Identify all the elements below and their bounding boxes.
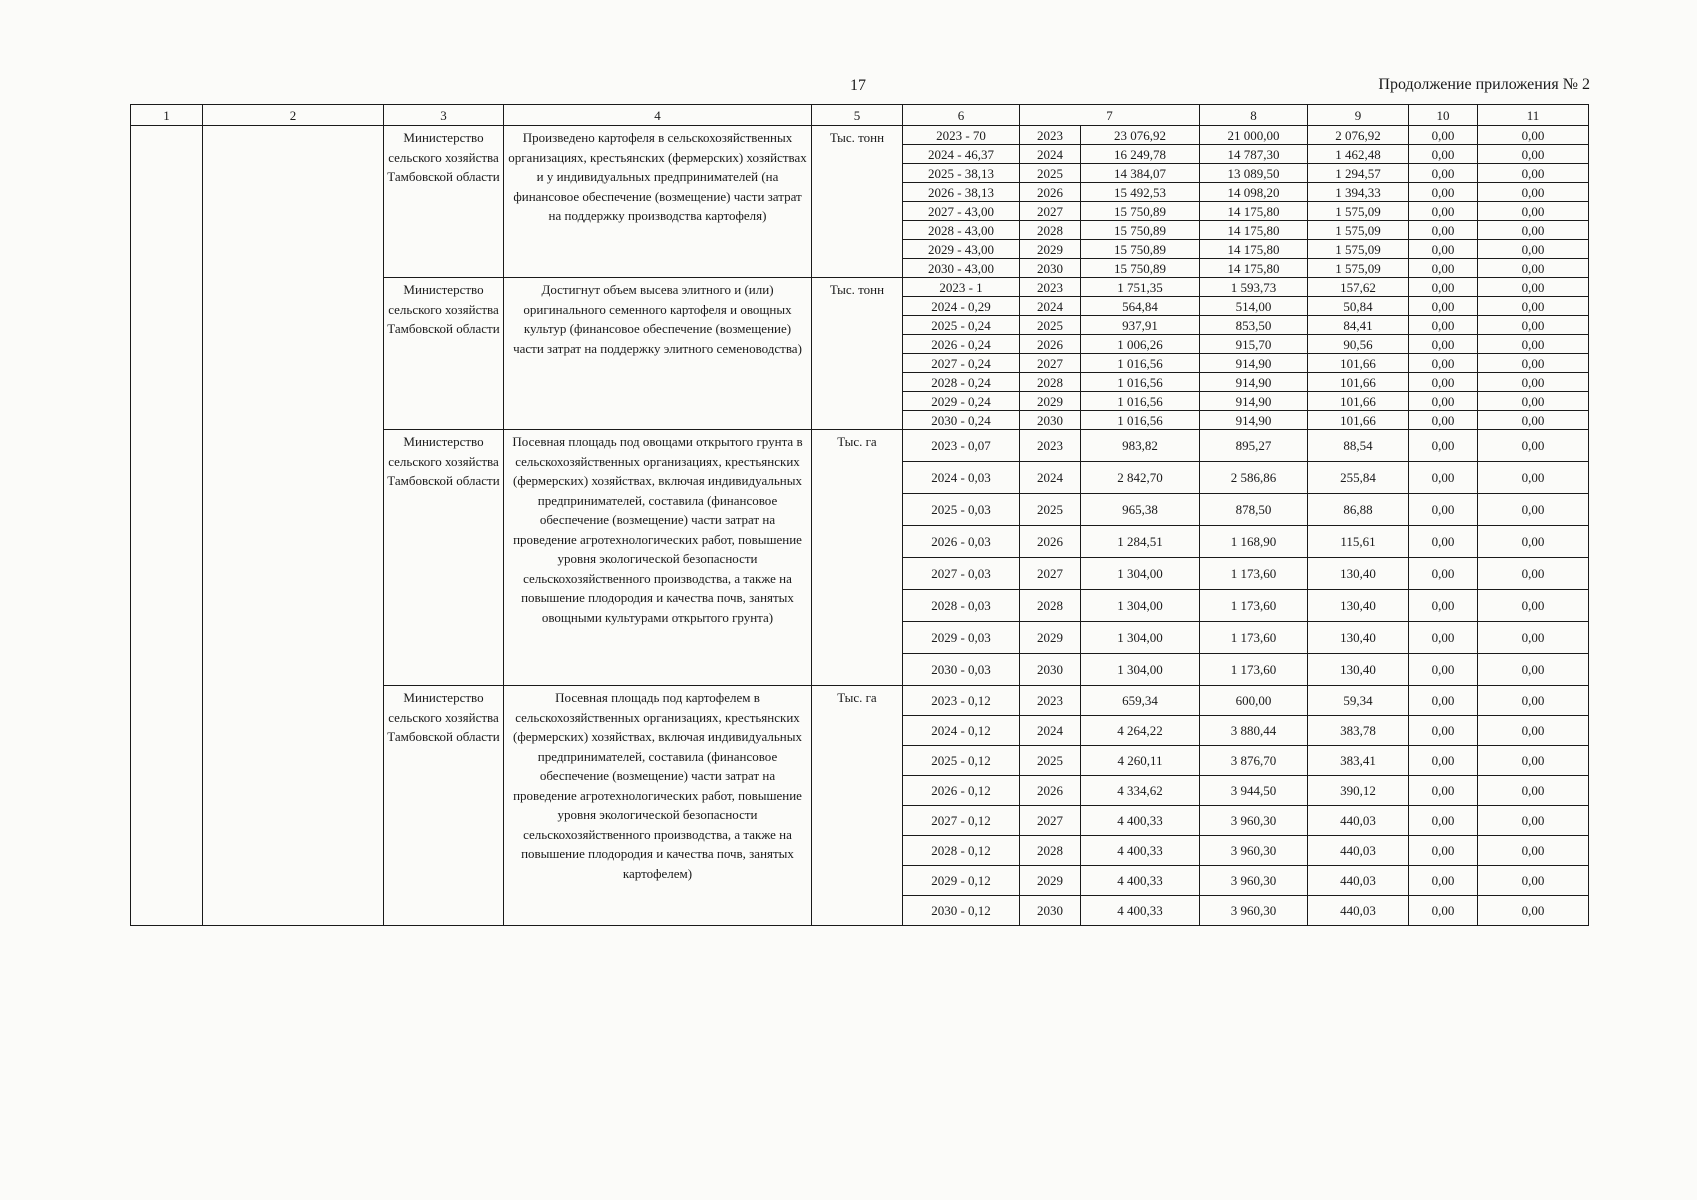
col9-amount-cell: 390,12 bbox=[1308, 776, 1409, 806]
year-cell: 2027 bbox=[1020, 558, 1081, 590]
continuation-label: Продолжение приложения № 2 bbox=[1378, 76, 1590, 93]
total-amount-cell: 15 750,89 bbox=[1081, 221, 1200, 240]
total-amount-cell: 1 304,00 bbox=[1081, 558, 1200, 590]
year-cell: 2027 bbox=[1020, 202, 1081, 221]
indicator-description: Произведено картофеля в сельскохозяйственных организациях, крестьянских (фермерских) хозяйствах и у индивидуальных предпринимателей (на финансовое обеспечение (возмещение) части затрат на поддержку производства картофеля) bbox=[504, 126, 812, 278]
target-value-cell: 2029 - 43,00 bbox=[903, 240, 1020, 259]
col8-amount-cell: 1 173,60 bbox=[1200, 654, 1308, 686]
col11-amount-cell: 0,00 bbox=[1478, 686, 1589, 716]
col11-amount-cell: 0,00 bbox=[1478, 164, 1589, 183]
total-amount-cell: 4 260,11 bbox=[1081, 746, 1200, 776]
column-header: 11 bbox=[1478, 105, 1589, 126]
column-header: 10 bbox=[1409, 105, 1478, 126]
col8-amount-cell: 1 173,60 bbox=[1200, 558, 1308, 590]
col10-amount-cell: 0,00 bbox=[1409, 806, 1478, 836]
col8-amount-cell: 853,50 bbox=[1200, 316, 1308, 335]
year-cell: 2024 bbox=[1020, 145, 1081, 164]
year-cell: 2026 bbox=[1020, 526, 1081, 558]
column-number-row bbox=[131, 105, 1589, 126]
target-value-cell: 2026 - 0,03 bbox=[903, 526, 1020, 558]
col11-amount-cell: 0,00 bbox=[1478, 590, 1589, 622]
col10-amount-cell: 0,00 bbox=[1409, 164, 1478, 183]
table-body bbox=[131, 126, 1589, 926]
col8-amount-cell: 1 168,90 bbox=[1200, 526, 1308, 558]
total-amount-cell: 1 016,56 bbox=[1081, 373, 1200, 392]
year-cell: 2024 bbox=[1020, 462, 1081, 494]
col9-amount-cell: 1 575,09 bbox=[1308, 221, 1409, 240]
col10-amount-cell: 0,00 bbox=[1409, 716, 1478, 746]
year-cell: 2025 bbox=[1020, 316, 1081, 335]
col9-amount-cell: 59,34 bbox=[1308, 686, 1409, 716]
col11-amount-cell: 0,00 bbox=[1478, 335, 1589, 354]
total-amount-cell: 4 264,22 bbox=[1081, 716, 1200, 746]
total-amount-cell: 1 016,56 bbox=[1081, 411, 1200, 430]
col9-amount-cell: 130,40 bbox=[1308, 654, 1409, 686]
col8-amount-cell: 514,00 bbox=[1200, 297, 1308, 316]
col8-amount-cell: 1 173,60 bbox=[1200, 622, 1308, 654]
col10-amount-cell: 0,00 bbox=[1409, 145, 1478, 164]
col8-amount-cell: 3 960,30 bbox=[1200, 836, 1308, 866]
unit-of-measure: Тыс. тонн bbox=[812, 278, 903, 430]
col11-amount-cell: 0,00 bbox=[1478, 806, 1589, 836]
col11-amount-cell: 0,00 bbox=[1478, 411, 1589, 430]
col9-amount-cell: 440,03 bbox=[1308, 896, 1409, 926]
col10-amount-cell: 0,00 bbox=[1409, 126, 1478, 145]
col10-amount-cell: 0,00 bbox=[1409, 240, 1478, 259]
col9-amount-cell: 86,88 bbox=[1308, 494, 1409, 526]
col10-amount-cell: 0,00 bbox=[1409, 297, 1478, 316]
total-amount-cell: 16 249,78 bbox=[1081, 145, 1200, 164]
column-header: 1 bbox=[131, 105, 203, 126]
col9-amount-cell: 130,40 bbox=[1308, 590, 1409, 622]
col9-amount-cell: 88,54 bbox=[1308, 430, 1409, 462]
year-cell: 2023 bbox=[1020, 430, 1081, 462]
col8-amount-cell: 14 175,80 bbox=[1200, 259, 1308, 278]
table-row bbox=[131, 126, 1589, 145]
year-cell: 2030 bbox=[1020, 259, 1081, 278]
year-cell: 2030 bbox=[1020, 654, 1081, 686]
year-cell: 2028 bbox=[1020, 373, 1081, 392]
total-amount-cell: 1 304,00 bbox=[1081, 654, 1200, 686]
total-amount-cell: 4 400,33 bbox=[1081, 866, 1200, 896]
col11-amount-cell: 0,00 bbox=[1478, 183, 1589, 202]
col11-amount-cell: 0,00 bbox=[1478, 221, 1589, 240]
target-value-cell: 2028 - 0,03 bbox=[903, 590, 1020, 622]
year-cell: 2029 bbox=[1020, 392, 1081, 411]
indicator-description: Посевная площадь под картофелем в сельскохозяйственных организациях, крестьянских (фермерских) хозяйствах, включая индивидуальных предпринимателей, составила (финансовое обеспечение (возмещение) части затрат на проведение агротехнологических работ, повышение уровня экологической безопасности сельскохозяйственного производства, а также на повышение плодородия и качества почв, занятых картофелем) bbox=[504, 686, 812, 926]
total-amount-cell: 1 304,00 bbox=[1081, 622, 1200, 654]
total-amount-cell: 4 400,33 bbox=[1081, 836, 1200, 866]
column-header: 8 bbox=[1200, 105, 1308, 126]
target-value-cell: 2024 - 0,29 bbox=[903, 297, 1020, 316]
target-value-cell: 2026 - 38,13 bbox=[903, 183, 1020, 202]
column-header: 6 bbox=[903, 105, 1020, 126]
col9-amount-cell: 1 575,09 bbox=[1308, 202, 1409, 221]
total-amount-cell: 2 842,70 bbox=[1081, 462, 1200, 494]
target-value-cell: 2026 - 0,12 bbox=[903, 776, 1020, 806]
col10-amount-cell: 0,00 bbox=[1409, 494, 1478, 526]
target-value-cell: 2028 - 0,24 bbox=[903, 373, 1020, 392]
total-amount-cell: 23 076,92 bbox=[1081, 126, 1200, 145]
year-cell: 2030 bbox=[1020, 411, 1081, 430]
col11-amount-cell: 0,00 bbox=[1478, 145, 1589, 164]
col8-amount-cell: 3 960,30 bbox=[1200, 896, 1308, 926]
col8-amount-cell: 600,00 bbox=[1200, 686, 1308, 716]
col10-amount-cell: 0,00 bbox=[1409, 686, 1478, 716]
col11-amount-cell: 0,00 bbox=[1478, 776, 1589, 806]
year-cell: 2024 bbox=[1020, 297, 1081, 316]
year-cell: 2023 bbox=[1020, 126, 1081, 145]
target-value-cell: 2027 - 0,03 bbox=[903, 558, 1020, 590]
col11-amount-cell: 0,00 bbox=[1478, 622, 1589, 654]
year-cell: 2029 bbox=[1020, 622, 1081, 654]
total-amount-cell: 4 334,62 bbox=[1081, 776, 1200, 806]
total-amount-cell: 1 016,56 bbox=[1081, 392, 1200, 411]
year-cell: 2026 bbox=[1020, 776, 1081, 806]
col9-amount-cell: 1 575,09 bbox=[1308, 240, 1409, 259]
total-amount-cell: 1 304,00 bbox=[1081, 590, 1200, 622]
col11-amount-cell: 0,00 bbox=[1478, 354, 1589, 373]
total-amount-cell: 15 750,89 bbox=[1081, 202, 1200, 221]
year-cell: 2027 bbox=[1020, 806, 1081, 836]
col8-amount-cell: 2 586,86 bbox=[1200, 462, 1308, 494]
col8-amount-cell: 1 593,73 bbox=[1200, 278, 1308, 297]
target-value-cell: 2027 - 43,00 bbox=[903, 202, 1020, 221]
target-value-cell: 2027 - 0,12 bbox=[903, 806, 1020, 836]
target-value-cell: 2030 - 0,12 bbox=[903, 896, 1020, 926]
col9-amount-cell: 440,03 bbox=[1308, 806, 1409, 836]
target-value-cell: 2023 - 0,07 bbox=[903, 430, 1020, 462]
col8-amount-cell: 914,90 bbox=[1200, 411, 1308, 430]
column-header: 2 bbox=[203, 105, 384, 126]
target-value-cell: 2023 - 70 bbox=[903, 126, 1020, 145]
col11-amount-cell: 0,00 bbox=[1478, 558, 1589, 590]
col10-amount-cell: 0,00 bbox=[1409, 316, 1478, 335]
target-value-cell: 2029 - 0,03 bbox=[903, 622, 1020, 654]
col9-amount-cell: 1 575,09 bbox=[1308, 259, 1409, 278]
col10-amount-cell: 0,00 bbox=[1409, 558, 1478, 590]
indicator-table bbox=[130, 104, 1589, 926]
col11-amount-cell: 0,00 bbox=[1478, 836, 1589, 866]
year-cell: 2029 bbox=[1020, 866, 1081, 896]
year-cell: 2023 bbox=[1020, 278, 1081, 297]
year-cell: 2024 bbox=[1020, 716, 1081, 746]
col10-amount-cell: 0,00 bbox=[1409, 746, 1478, 776]
target-value-cell: 2024 - 0,12 bbox=[903, 716, 1020, 746]
col10-amount-cell: 0,00 bbox=[1409, 836, 1478, 866]
col9-amount-cell: 84,41 bbox=[1308, 316, 1409, 335]
col11-amount-cell: 0,00 bbox=[1478, 746, 1589, 776]
col9-amount-cell: 383,41 bbox=[1308, 746, 1409, 776]
unit-of-measure: Тыс. тонн bbox=[812, 126, 903, 278]
total-amount-cell: 564,84 bbox=[1081, 297, 1200, 316]
col10-amount-cell: 0,00 bbox=[1409, 654, 1478, 686]
col8-amount-cell: 914,90 bbox=[1200, 373, 1308, 392]
col9-amount-cell: 157,62 bbox=[1308, 278, 1409, 297]
indicator-description: Посевная площадь под овощами открытого грунта в сельскохозяйственных организациях, крестьянских (фермерских) хозяйствах, включая индивидуальных предпринимателей, составила (финансовое обеспечение (возмещение) части затрат на проведение агротехнологических работ, повышение уровня экологической безопасности сельскохозяйственного производства, а также на повышение плодородия и качества почв, занятых овощными культурами открытого грунта) bbox=[504, 430, 812, 686]
col8-amount-cell: 915,70 bbox=[1200, 335, 1308, 354]
col9-amount-cell: 101,66 bbox=[1308, 392, 1409, 411]
col10-amount-cell: 0,00 bbox=[1409, 622, 1478, 654]
unit-of-measure: Тыс. га bbox=[812, 686, 903, 926]
target-value-cell: 2023 - 1 bbox=[903, 278, 1020, 297]
total-amount-cell: 15 492,53 bbox=[1081, 183, 1200, 202]
col8-amount-cell: 14 175,80 bbox=[1200, 240, 1308, 259]
col11-amount-cell: 0,00 bbox=[1478, 126, 1589, 145]
col8-amount-cell: 3 960,30 bbox=[1200, 806, 1308, 836]
col11-amount-cell: 0,00 bbox=[1478, 494, 1589, 526]
col8-amount-cell: 3 960,30 bbox=[1200, 866, 1308, 896]
col9-amount-cell: 130,40 bbox=[1308, 558, 1409, 590]
target-value-cell: 2025 - 0,24 bbox=[903, 316, 1020, 335]
target-value-cell: 2024 - 0,03 bbox=[903, 462, 1020, 494]
column-header: 4 bbox=[504, 105, 812, 126]
col11-amount-cell: 0,00 bbox=[1478, 259, 1589, 278]
total-amount-cell: 15 750,89 bbox=[1081, 259, 1200, 278]
responsible-org: Министерство сельского хозяйства Тамбовской области bbox=[384, 126, 504, 278]
year-cell: 2028 bbox=[1020, 221, 1081, 240]
col10-amount-cell: 0,00 bbox=[1409, 373, 1478, 392]
col10-amount-cell: 0,00 bbox=[1409, 776, 1478, 806]
page-number: 17 bbox=[850, 77, 866, 94]
year-cell: 2029 bbox=[1020, 240, 1081, 259]
col11-amount-cell: 0,00 bbox=[1478, 202, 1589, 221]
col10-amount-cell: 0,00 bbox=[1409, 392, 1478, 411]
target-value-cell: 2030 - 0,03 bbox=[903, 654, 1020, 686]
target-value-cell: 2027 - 0,24 bbox=[903, 354, 1020, 373]
col11-amount-cell: 0,00 bbox=[1478, 654, 1589, 686]
responsible-org: Министерство сельского хозяйства Тамбовской области bbox=[384, 686, 504, 926]
col11-amount-cell: 0,00 bbox=[1478, 297, 1589, 316]
col9-amount-cell: 383,78 bbox=[1308, 716, 1409, 746]
col10-amount-cell: 0,00 bbox=[1409, 430, 1478, 462]
col8-amount-cell: 14 175,80 bbox=[1200, 202, 1308, 221]
col11-amount-cell: 0,00 bbox=[1478, 392, 1589, 411]
total-amount-cell: 4 400,33 bbox=[1081, 806, 1200, 836]
year-cell: 2028 bbox=[1020, 590, 1081, 622]
col11-amount-cell: 0,00 bbox=[1478, 866, 1589, 896]
col8-amount-cell: 3 876,70 bbox=[1200, 746, 1308, 776]
col10-amount-cell: 0,00 bbox=[1409, 335, 1478, 354]
col9-amount-cell: 440,03 bbox=[1308, 866, 1409, 896]
cell-col1 bbox=[131, 126, 203, 926]
total-amount-cell: 4 400,33 bbox=[1081, 896, 1200, 926]
col8-amount-cell: 14 787,30 bbox=[1200, 145, 1308, 164]
total-amount-cell: 1 284,51 bbox=[1081, 526, 1200, 558]
col9-amount-cell: 1 462,48 bbox=[1308, 145, 1409, 164]
col9-amount-cell: 1 294,57 bbox=[1308, 164, 1409, 183]
col9-amount-cell: 50,84 bbox=[1308, 297, 1409, 316]
target-value-cell: 2023 - 0,12 bbox=[903, 686, 1020, 716]
target-value-cell: 2028 - 43,00 bbox=[903, 221, 1020, 240]
col9-amount-cell: 101,66 bbox=[1308, 411, 1409, 430]
col10-amount-cell: 0,00 bbox=[1409, 202, 1478, 221]
year-cell: 2026 bbox=[1020, 335, 1081, 354]
column-header: 3 bbox=[384, 105, 504, 126]
col9-amount-cell: 101,66 bbox=[1308, 354, 1409, 373]
col11-amount-cell: 0,00 bbox=[1478, 430, 1589, 462]
col9-amount-cell: 90,56 bbox=[1308, 335, 1409, 354]
year-cell: 2027 bbox=[1020, 354, 1081, 373]
col10-amount-cell: 0,00 bbox=[1409, 462, 1478, 494]
target-value-cell: 2030 - 43,00 bbox=[903, 259, 1020, 278]
total-amount-cell: 659,34 bbox=[1081, 686, 1200, 716]
year-cell: 2030 bbox=[1020, 896, 1081, 926]
col8-amount-cell: 914,90 bbox=[1200, 354, 1308, 373]
col9-amount-cell: 440,03 bbox=[1308, 836, 1409, 866]
col11-amount-cell: 0,00 bbox=[1478, 896, 1589, 926]
indicator-description: Достигнут объем высева элитного и (или) оригинального семенного картофеля и овощных культур (финансовое обеспечение (возмещение) части затрат на поддержку элитного семеноводства) bbox=[504, 278, 812, 430]
total-amount-cell: 937,91 bbox=[1081, 316, 1200, 335]
column-header: 5 bbox=[812, 105, 903, 126]
total-amount-cell: 965,38 bbox=[1081, 494, 1200, 526]
year-cell: 2028 bbox=[1020, 836, 1081, 866]
year-cell: 2025 bbox=[1020, 494, 1081, 526]
col11-amount-cell: 0,00 bbox=[1478, 240, 1589, 259]
column-header: 9 bbox=[1308, 105, 1409, 126]
col8-amount-cell: 14 098,20 bbox=[1200, 183, 1308, 202]
col9-amount-cell: 101,66 bbox=[1308, 373, 1409, 392]
col11-amount-cell: 0,00 bbox=[1478, 278, 1589, 297]
total-amount-cell: 15 750,89 bbox=[1081, 240, 1200, 259]
responsible-org: Министерство сельского хозяйства Тамбовской области bbox=[384, 278, 504, 430]
col10-amount-cell: 0,00 bbox=[1409, 526, 1478, 558]
target-value-cell: 2025 - 38,13 bbox=[903, 164, 1020, 183]
responsible-org: Министерство сельского хозяйства Тамбовской области bbox=[384, 430, 504, 686]
col8-amount-cell: 1 173,60 bbox=[1200, 590, 1308, 622]
year-cell: 2023 bbox=[1020, 686, 1081, 716]
col10-amount-cell: 0,00 bbox=[1409, 354, 1478, 373]
target-value-cell: 2030 - 0,24 bbox=[903, 411, 1020, 430]
total-amount-cell: 1 751,35 bbox=[1081, 278, 1200, 297]
target-value-cell: 2025 - 0,03 bbox=[903, 494, 1020, 526]
col9-amount-cell: 255,84 bbox=[1308, 462, 1409, 494]
total-amount-cell: 14 384,07 bbox=[1081, 164, 1200, 183]
total-amount-cell: 1 006,26 bbox=[1081, 335, 1200, 354]
target-value-cell: 2029 - 0,12 bbox=[903, 866, 1020, 896]
target-value-cell: 2028 - 0,12 bbox=[903, 836, 1020, 866]
col11-amount-cell: 0,00 bbox=[1478, 373, 1589, 392]
total-amount-cell: 983,82 bbox=[1081, 430, 1200, 462]
year-cell: 2025 bbox=[1020, 746, 1081, 776]
col8-amount-cell: 895,27 bbox=[1200, 430, 1308, 462]
year-cell: 2025 bbox=[1020, 164, 1081, 183]
col8-amount-cell: 14 175,80 bbox=[1200, 221, 1308, 240]
col9-amount-cell: 1 394,33 bbox=[1308, 183, 1409, 202]
col10-amount-cell: 0,00 bbox=[1409, 259, 1478, 278]
col10-amount-cell: 0,00 bbox=[1409, 221, 1478, 240]
col10-amount-cell: 0,00 bbox=[1409, 183, 1478, 202]
col9-amount-cell: 115,61 bbox=[1308, 526, 1409, 558]
column-header: 7 bbox=[1020, 105, 1200, 126]
target-value-cell: 2029 - 0,24 bbox=[903, 392, 1020, 411]
unit-of-measure: Тыс. га bbox=[812, 430, 903, 686]
col8-amount-cell: 3 944,50 bbox=[1200, 776, 1308, 806]
col11-amount-cell: 0,00 bbox=[1478, 716, 1589, 746]
cell-col2 bbox=[203, 126, 384, 926]
col11-amount-cell: 0,00 bbox=[1478, 526, 1589, 558]
col10-amount-cell: 0,00 bbox=[1409, 411, 1478, 430]
col11-amount-cell: 0,00 bbox=[1478, 316, 1589, 335]
col10-amount-cell: 0,00 bbox=[1409, 278, 1478, 297]
col8-amount-cell: 21 000,00 bbox=[1200, 126, 1308, 145]
col10-amount-cell: 0,00 bbox=[1409, 590, 1478, 622]
col8-amount-cell: 3 880,44 bbox=[1200, 716, 1308, 746]
col9-amount-cell: 2 076,92 bbox=[1308, 126, 1409, 145]
col8-amount-cell: 878,50 bbox=[1200, 494, 1308, 526]
total-amount-cell: 1 016,56 bbox=[1081, 354, 1200, 373]
col10-amount-cell: 0,00 bbox=[1409, 866, 1478, 896]
target-value-cell: 2024 - 46,37 bbox=[903, 145, 1020, 164]
col8-amount-cell: 13 089,50 bbox=[1200, 164, 1308, 183]
target-value-cell: 2025 - 0,12 bbox=[903, 746, 1020, 776]
target-value-cell: 2026 - 0,24 bbox=[903, 335, 1020, 354]
year-cell: 2026 bbox=[1020, 183, 1081, 202]
col10-amount-cell: 0,00 bbox=[1409, 896, 1478, 926]
col11-amount-cell: 0,00 bbox=[1478, 462, 1589, 494]
col9-amount-cell: 130,40 bbox=[1308, 622, 1409, 654]
col8-amount-cell: 914,90 bbox=[1200, 392, 1308, 411]
